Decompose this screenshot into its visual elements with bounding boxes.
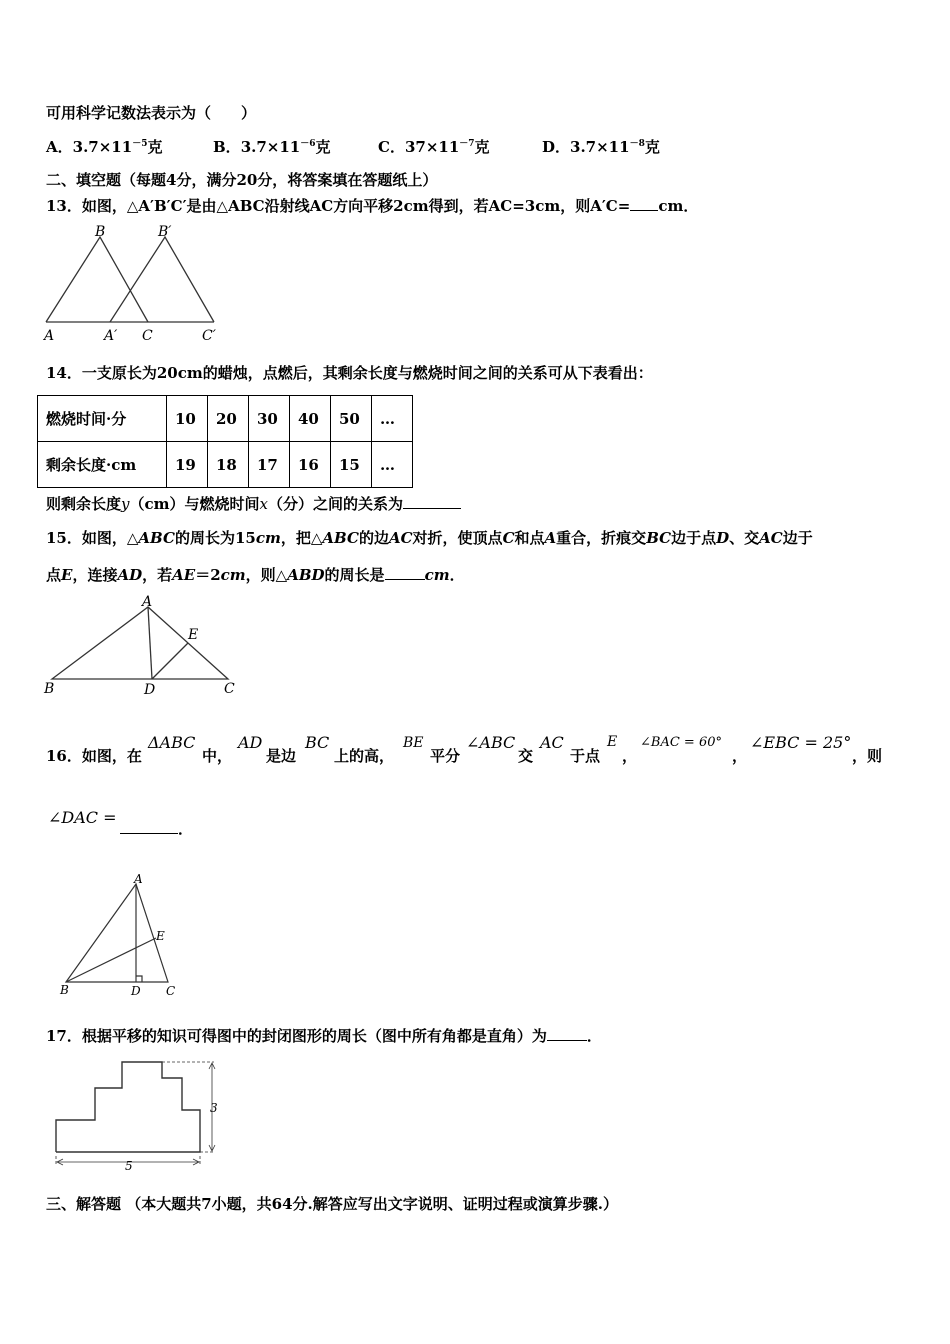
text-fragment: 平分 [430, 747, 461, 765]
table-header-cell: 剩余长度·cm [38, 442, 167, 488]
label-b: B [60, 983, 69, 997]
text-fragment: ， [732, 747, 748, 765]
table-cell: 40 [290, 396, 331, 442]
option-c[interactable]: C．$37\times 11^{-7}$克 [378, 138, 490, 156]
table-cell: 19 [167, 442, 208, 488]
table-cell: 50 [331, 396, 372, 442]
question-16-answer: ． [120, 818, 193, 839]
figure-q13-translated-triangles [40, 222, 225, 342]
table-cell: 30 [249, 396, 290, 442]
label-d: D [144, 682, 156, 698]
answer-blank[interactable] [630, 196, 658, 211]
label-a-prime: A′ [104, 328, 118, 344]
table-cell: … [372, 442, 413, 488]
question-14-followup: 则剩余长度y（cm）与燃烧时间x（分）之间的关系为 [46, 494, 461, 514]
label-a: A [142, 594, 153, 610]
candle-table [37, 395, 413, 488]
math-angle-dac: ∠DAC = [48, 808, 117, 827]
label-e: E [188, 627, 199, 643]
question-14: 14．一支原长为20cm的蜡烛，点燃后，其剩余长度与燃烧时间之间的关系可从下表看出： [46, 364, 653, 382]
section-title: 三、解答题 （本大题共7小题，共64分.解答应写出文字说明、证明过程或演算步骤.） [46, 1195, 618, 1213]
table-cell: … [372, 396, 413, 442]
question-15-line2: 点E，连接AD，若AE＝2cm，则△ABD的周长是 cm． [46, 566, 465, 584]
math-ad: AD [238, 733, 263, 752]
question-stem: 可用科学记数法表示为（ ） [46, 104, 257, 122]
question-17: 17．根据平移的知识可得图中的封闭图形的周长（图中所有角都是直角）为 ． [46, 1027, 602, 1045]
label-b: B [44, 681, 55, 697]
text-fragment: ， [622, 747, 638, 765]
question-16-number: 16．如图，在 [46, 747, 142, 765]
text-fragment: 是边 [266, 747, 297, 765]
option-d[interactable]: D．$3.7\times 11^{-8}$克 [542, 138, 660, 156]
option-a[interactable]: A．$3.7\times 11^{-5}$克 [46, 138, 163, 156]
text-fragment: 交 [518, 747, 534, 765]
table-row [38, 442, 413, 488]
math-e: E [607, 734, 618, 750]
math-bc: BC [305, 733, 330, 752]
figure-q16-triangle [56, 872, 186, 1002]
table-header-cell: 燃烧时间·分 [38, 396, 167, 442]
label-c-prime: C′ [202, 328, 216, 344]
table-cell: 17 [249, 442, 290, 488]
option-b[interactable]: B．$3.7\times 11^{-6}$克 [213, 138, 331, 156]
dimension-height: 3 [210, 1101, 218, 1115]
text-fragment: 于点 [570, 747, 601, 765]
math-angle-ebc: ∠EBC = 25° [750, 733, 852, 752]
label-d: D [131, 984, 141, 998]
math-angle-abc: ∠ABC [466, 733, 516, 752]
question-13: 13．如图，△A′B′C′是由△ABC沿射线AC方向平移2cm得到，若AC=3cm，则A′C= cm． [46, 197, 699, 215]
answer-blank[interactable] [385, 565, 425, 580]
answer-blank[interactable] [547, 1026, 587, 1041]
question-15-line1: 15．如图，△ABC的周长为15cm，把△ABC的边AC对折，使顶点C和点A重合，折痕交BC边于点D、交AC边于 [46, 529, 813, 547]
table-cell: 20 [208, 396, 249, 442]
label-c: C [224, 681, 235, 697]
answer-blank[interactable] [403, 494, 461, 509]
dimension-width: 5 [125, 1159, 133, 1173]
label-a: A [44, 328, 55, 344]
table-cell: 15 [331, 442, 372, 488]
table-cell: 16 [290, 442, 331, 488]
math-be: BE [403, 735, 424, 751]
table-row [38, 396, 413, 442]
figure-q17-staircase [50, 1058, 230, 1173]
label-c: C [166, 984, 176, 998]
text-fragment: 上的高， [334, 747, 395, 765]
math-ac: AC [540, 733, 564, 752]
section-title: 二、填空题（每题4分，满分20分，将答案填在答题纸上） [46, 171, 438, 189]
figure-q15-triangle [42, 595, 242, 700]
label-c: C [142, 328, 153, 344]
label-b-prime: B′ [158, 224, 172, 240]
label-a: A [134, 872, 143, 886]
label-e: E [156, 929, 165, 943]
text-fragment: ，则 [852, 747, 883, 765]
math-angle-bac: ∠BAC = 60° [640, 735, 722, 750]
text-fragment: 中， [202, 747, 233, 765]
label-b: B [95, 224, 106, 240]
math-triangle-abc: ΔABC [148, 733, 196, 752]
answer-blank[interactable] [120, 819, 178, 834]
table-cell: 10 [167, 396, 208, 442]
table-cell: 18 [208, 442, 249, 488]
